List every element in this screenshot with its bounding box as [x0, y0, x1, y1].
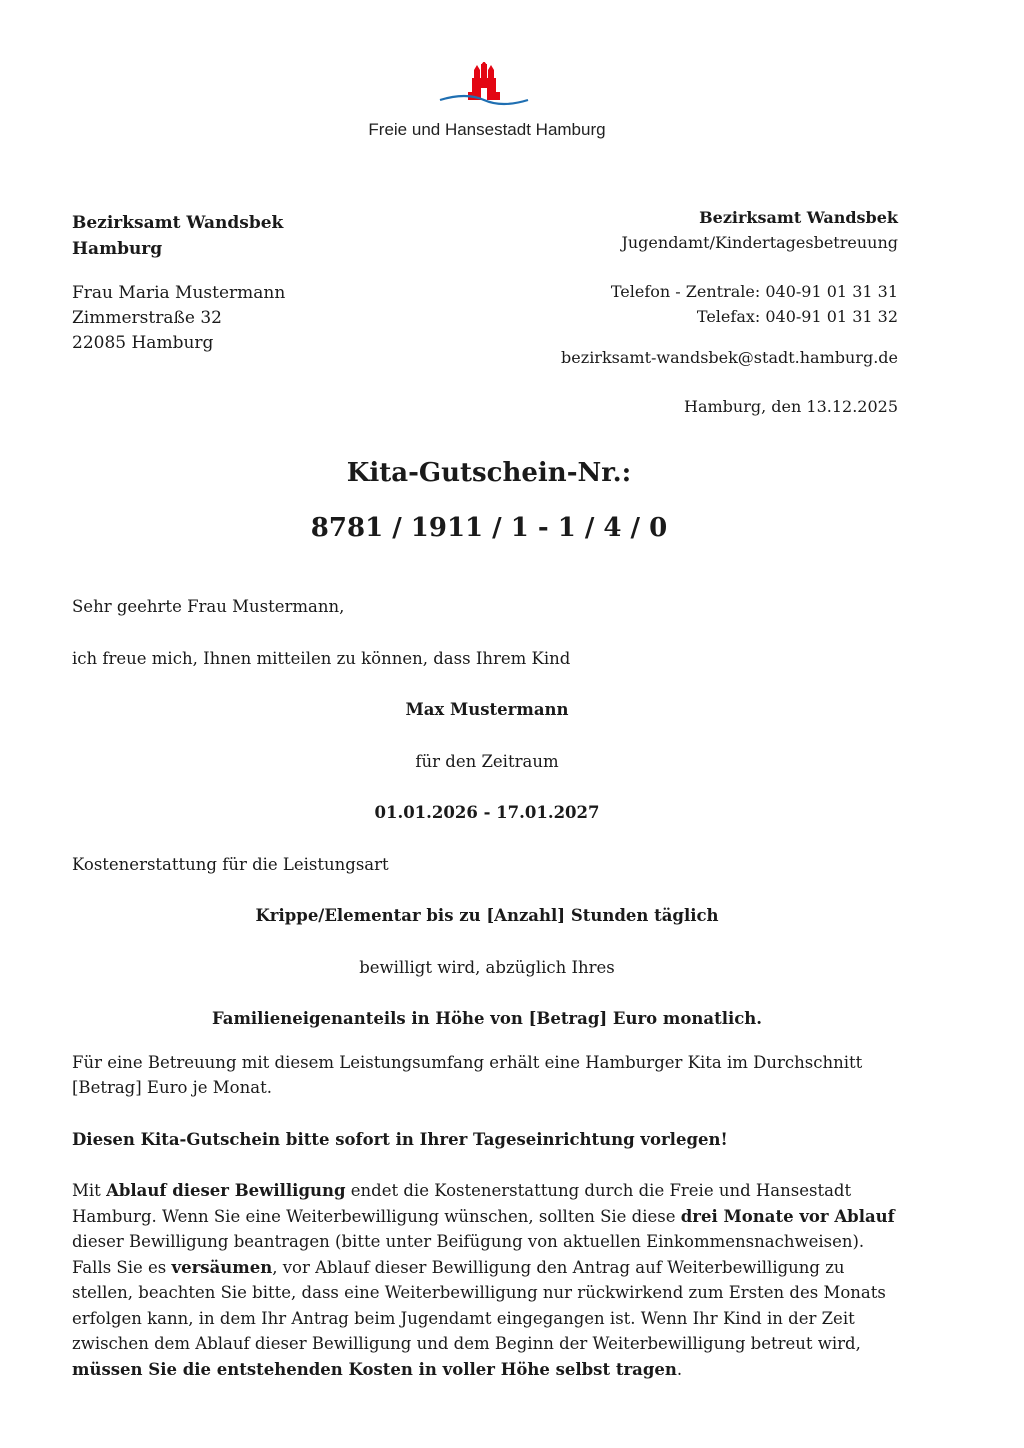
bold-three-months: drei Monate vor Ablauf	[680, 1206, 895, 1226]
recipient-street: Zimmerstraße 32	[72, 308, 222, 328]
child-name: Max Mustermann	[405, 700, 569, 719]
office-title: Bezirksamt Wandsbek	[699, 208, 898, 227]
period-value: 01.01.2026 - 17.01.2027	[374, 803, 600, 822]
salutation: Sehr geehrte Frau Mustermann,	[72, 597, 345, 616]
hamburg-castle-logo-icon	[436, 62, 532, 110]
sender-line-1: Bezirksamt Wandsbek	[72, 213, 284, 233]
sender-block	[72, 210, 283, 262]
voucher-title: Kita-Gutschein-Nr.:	[346, 458, 632, 488]
approval-text: bewilligt wird, abzüglich Ihres	[359, 957, 615, 977]
voucher-number: 8781 / 1911 / 1 - 1 / 4 / 0	[310, 513, 668, 543]
office-email: bezirksamt-wandsbek@stadt.hamburg.de	[561, 348, 898, 367]
bold-expiry: Ablauf dieser Bewilligung	[106, 1181, 346, 1200]
office-fax: Telefax: 040-91 01 31 32	[696, 307, 898, 326]
bold-costs: müssen Sie die entstehenden Kosten in voller Höhe selbst tragen	[72, 1359, 677, 1379]
final-paragraph: Mit Ablauf dieser Bewilligung endet die Kostenerstattung durch die Freie und Hansestadt Hamburg. Wenn Sie eine Weiterbewilligung wünschen, sollten Sie diese drei Monate vor Ablauf dieser Bewilligung beantragen (bitte unter Beifügung von aktuellen Einkommensnachweisen). Falls Sie es versäumen, vor Ablauf dieser Bewilligung den Antrag auf Weiterbewilligung zu stellen, beachten Sie bitte, dass eine Weiterbewilligung nur rückwirkend zum Ersten des Monats erfolgen kann, in dem Ihr Antrag beim Jugendamt eingegangen ist. Wenn Ihr Kind in der Zeit zwischen dem Ablauf dieser Bewilligung und dem Beginn der Weiterbewilligung betreut wird, müssen Sie die entstehenden Kosten in voller Höhe selbst tragen.	[72, 1181, 895, 1379]
office-info-block	[561, 205, 898, 419]
logo-text: Freie und Hansestadt Hamburg	[368, 120, 606, 139]
intro-text: ich freue mich, Ihnen mitteilen zu können, dass Ihrem Kind	[72, 648, 571, 668]
recipient-address	[72, 281, 285, 356]
office-department: Jugendamt/Kindertagesbetreuung	[621, 233, 898, 252]
letter-date: Hamburg, den 13.12.2025	[684, 397, 898, 416]
bold-miss: versäumen	[171, 1257, 273, 1277]
average-cost-text: Für eine Betreuung mit diesem Leistungsumfang erhält eine Hamburger Kita im Durchschnitt [Betrag] Euro je Monat.	[72, 1052, 863, 1097]
recipient-name: Frau Maria Mustermann	[72, 283, 286, 303]
sender-line-2: Hamburg	[72, 239, 163, 259]
notice-text: Diesen Kita-Gutschein bitte sofort in Ihrer Tageseinrichtung vorlegen!	[72, 1129, 728, 1149]
service-type: Krippe/Elementar bis zu [Anzahl] Stunden täglich	[255, 906, 719, 925]
letter-body	[72, 594, 902, 1382]
office-phone: Telefon - Zentrale: 040-91 01 31 31	[610, 282, 898, 301]
family-contribution: Familieneigenanteils in Höhe von [Betrag] Euro monatlich.	[211, 1009, 763, 1028]
recipient-city: 22085 Hamburg	[72, 333, 214, 353]
period-label: für den Zeitraum	[415, 751, 559, 771]
service-label: Kostenerstattung für die Leistungsart	[72, 854, 389, 874]
